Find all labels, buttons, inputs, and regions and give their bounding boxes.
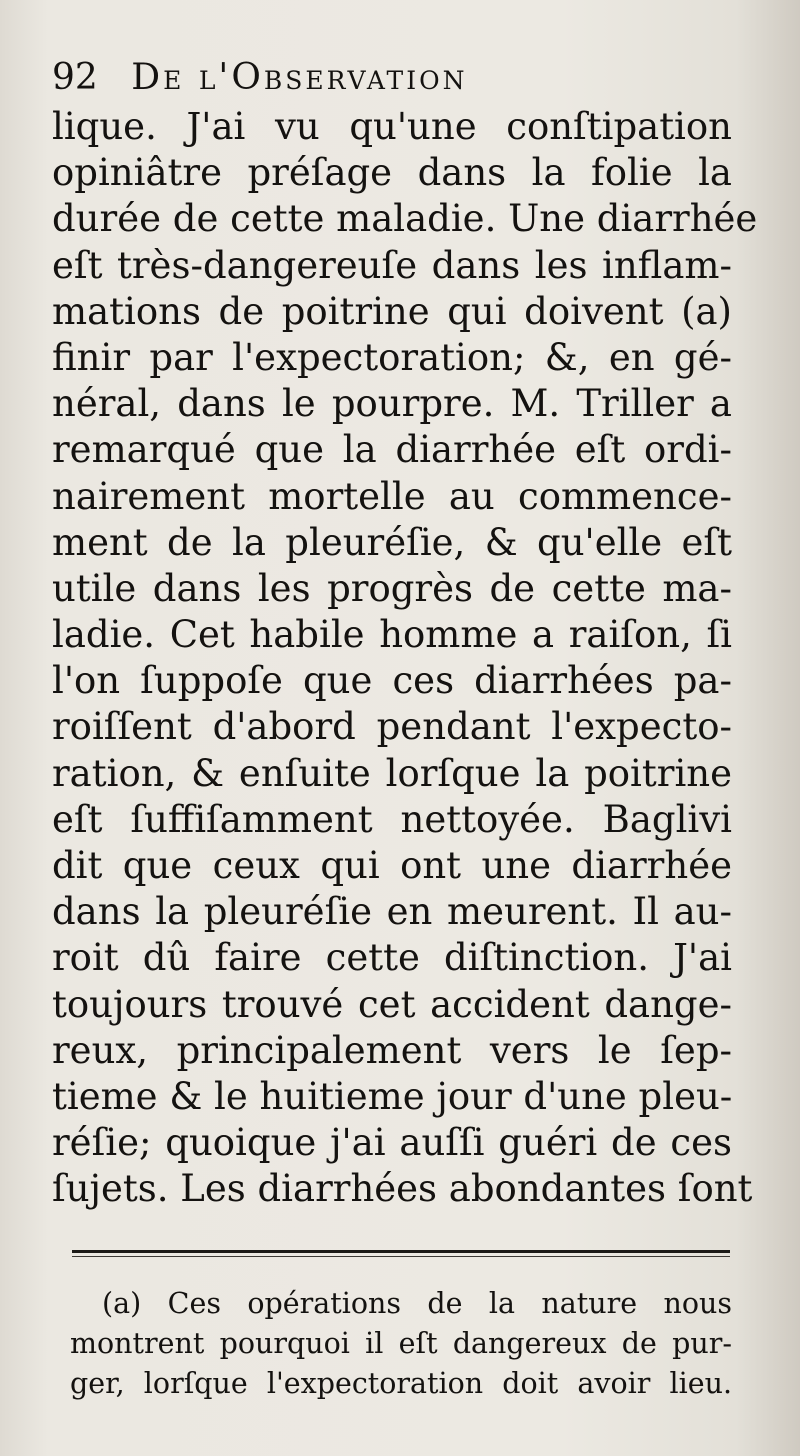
text-line: toujours trouvé cet accident dange- <box>52 982 732 1026</box>
text-line: ration, & enſuite lorſque la poitrine <box>52 751 732 795</box>
text-line: l'on ſuppoſe que ces diarrhées pa- <box>52 659 732 703</box>
text-line: nairement mortelle au commence- <box>52 474 732 518</box>
footnote <box>70 1284 732 1404</box>
text-line: ladie. Cet habile homme a raiſon, ſi <box>52 613 732 657</box>
text-line: eſt ſuffiſamment nettoyée. Baglivi <box>52 797 732 841</box>
text-line: dans la pleuréſie en meurent. Il au- <box>52 890 732 934</box>
text-line: néral, dans le pourpre. M. Triller a <box>52 382 732 426</box>
text-line: ſujets. Les diarrhées abondantes ſont <box>52 1167 753 1211</box>
footnote-rule <box>72 1250 730 1253</box>
text-line: réſie; quoique j'ai auſſi guéri de ces <box>52 1121 732 1165</box>
text-line: roiſſent d'abord pendant l'expecto- <box>52 705 732 749</box>
page-header <box>52 58 467 98</box>
page-number: 92 <box>52 57 98 98</box>
text-line: eſt très-dangereuſe dans les inflam- <box>52 243 732 287</box>
footnote-line: ger, lorſque l'expectoration doit avoir lieu. <box>70 1367 732 1400</box>
text-line: remarqué que la diarrhée eſt ordi- <box>52 428 732 472</box>
text-line: durée de cette maladie. Une diarrhée <box>52 197 758 241</box>
text-line: finir par l'expectoration; &, en gé- <box>52 335 732 379</box>
text-line: reux, principalement vers le ſep- <box>52 1028 732 1072</box>
text-line: utile dans les progrès de cette ma- <box>52 566 732 610</box>
footnote-line: (a) Ces opérations de la nature nous <box>102 1287 732 1320</box>
running-title: De l'Observation <box>131 57 468 98</box>
text-line: roit dû faire cette diſtinction. J'ai <box>52 936 732 980</box>
text-line: dit que ceux qui ont une diarrhée <box>52 844 732 887</box>
text-line: ment de la pleuréſie, & qu'elle eſt <box>52 520 732 564</box>
text-line: lique. J'ai vu qu'une conſtipation <box>52 105 732 148</box>
main-text <box>52 104 758 1213</box>
text-line: mations de poitrine qui doivent (a) <box>52 289 732 333</box>
footnote-rule-thin <box>72 1256 730 1257</box>
text-line: tieme & le huitieme jour d'une pleu- <box>52 1074 733 1118</box>
text-line: opiniâtre préſage dans la folie la <box>52 151 732 195</box>
footnote-line: montrent pourquoi il eſt dangereux de pur- <box>70 1327 732 1360</box>
